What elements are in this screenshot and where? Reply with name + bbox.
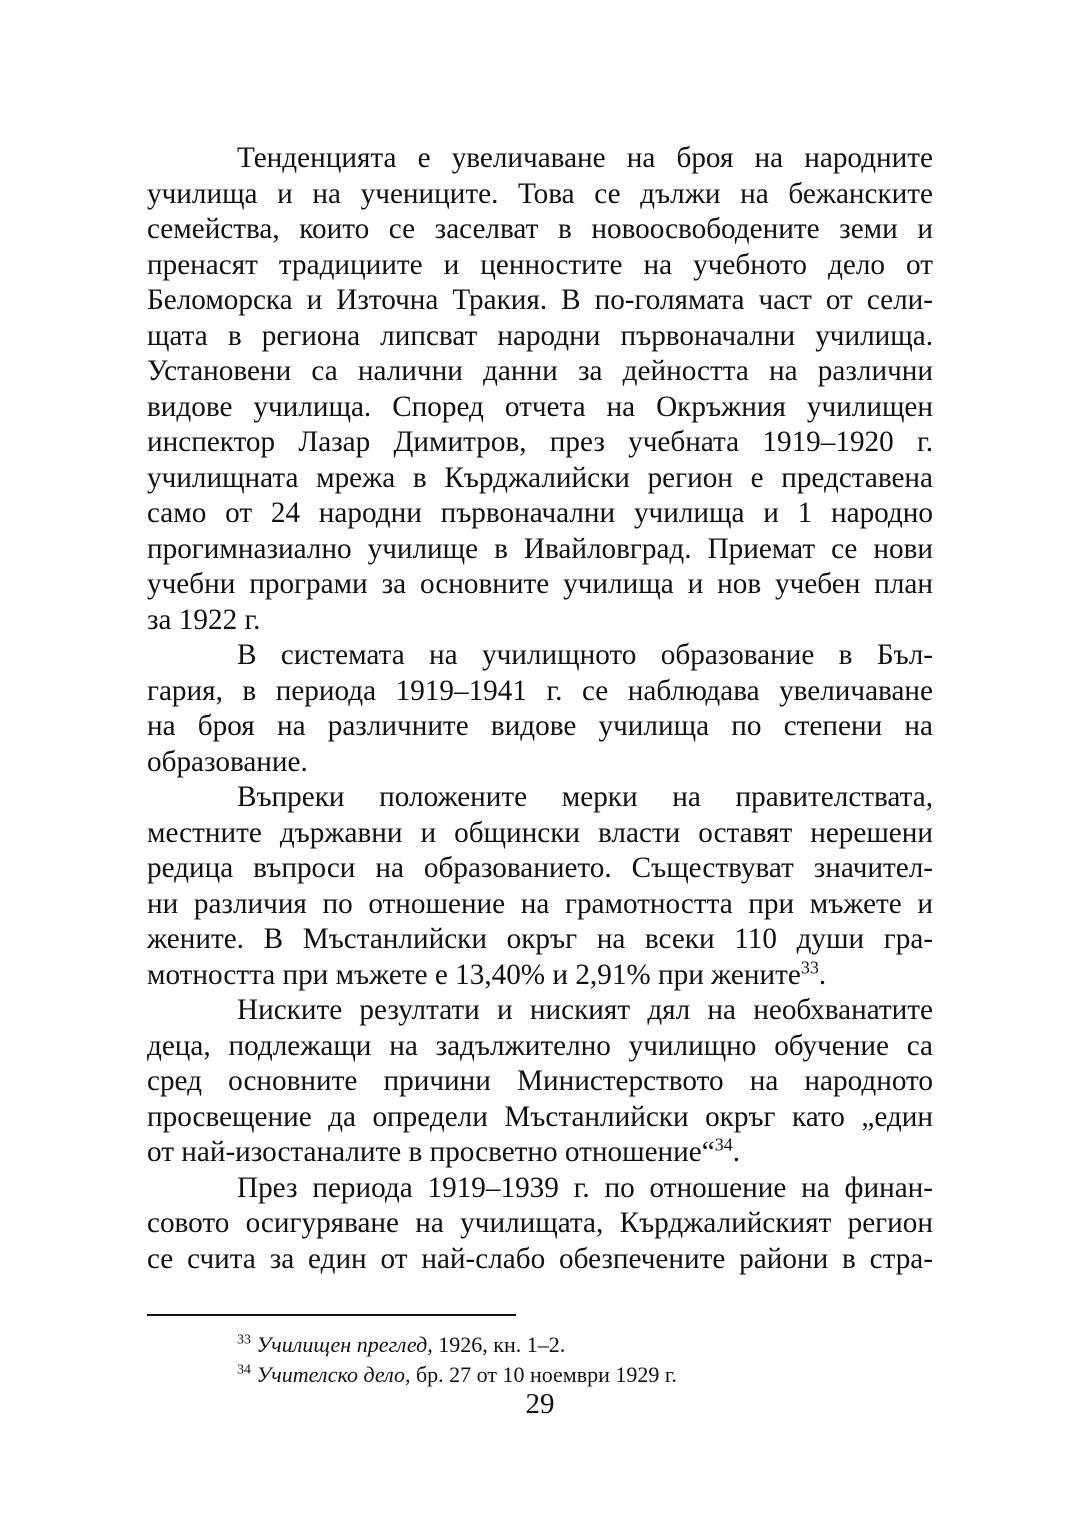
text-line: сред основните причини Министерството на народното — [147, 1065, 933, 1097]
paragraph — [147, 638, 933, 780]
text-line — [147, 958, 933, 994]
text-line: гария, в периода 1919–1941 г. се наблюдава увеличаване — [147, 674, 933, 707]
text-line: се счита за един от най-слабо обезпечените райони в стра- — [147, 1242, 933, 1275]
text-line: местните държавни и общински власти оставят нерешени — [147, 816, 933, 849]
line-text: от най-изостаналите в просветно отношение“ — [147, 1136, 715, 1168]
text-line: само от 24 народни първоначални училища и 1 народно — [147, 497, 933, 529]
text-line: за 1922 г. — [147, 603, 261, 636]
footnote — [237, 1330, 937, 1360]
paragraph — [147, 141, 933, 638]
text-line: прогимназиално училище в Ивайловград. Приемат се нови — [147, 532, 933, 565]
text-line: семейства, които се заселват в новоосвободените земи и — [147, 213, 933, 245]
footnote — [237, 1360, 937, 1390]
text-line: В системата на училищното образование в Бъл- — [237, 639, 933, 671]
footnote-number: 34 — [237, 1362, 251, 1378]
body-text — [147, 141, 933, 1277]
footnote-ref[interactable]: 33 — [800, 956, 819, 977]
text-line: През периода 1919–1939 г. по отношение на финан- — [237, 1171, 933, 1204]
text-line: жените. В Мъстанлийски окръг на всеки 110 души гра- — [147, 923, 933, 955]
footnote-details: , бр. 27 от 10 ноември 1929 г. — [404, 1362, 677, 1387]
page-number: 29 — [525, 1388, 555, 1420]
line-end: . — [732, 1136, 740, 1168]
text-line: деца, подлежащи на задължително училищно обучение са — [147, 1029, 933, 1062]
footnote-number: 33 — [237, 1332, 251, 1348]
text-line: ни различия по отношение на грамотността при мъжете и — [147, 887, 933, 920]
text-line: училища и на учениците. Това се дължи на бежанските — [147, 177, 933, 210]
text-line: училищната мрежа в Кърджалийски регион е представена — [147, 461, 933, 494]
text-line: на броя на различните видове училища по степени на — [147, 710, 933, 742]
text-line: учебни програми за основните училища и нов учебен план — [147, 568, 933, 600]
line-end: . — [818, 958, 827, 991]
text-line: образование. — [147, 745, 308, 778]
text-line: Въпреки положените мерки на правителствата, — [237, 781, 933, 813]
line-text: мотността при мъжете е 13,40% и 2,91% при жените — [147, 958, 801, 991]
footnote-ref[interactable]: 34 — [714, 1134, 733, 1155]
footnotes — [237, 1330, 937, 1390]
text-line: Тенденцията е увеличаване на броя на народните — [237, 142, 933, 174]
text-line: редица въпроси на образованието. Съществуват значител- — [147, 852, 933, 884]
paragraph — [147, 1171, 933, 1278]
text-line: инспектор Лазар Димитров, през учебната 1919–1920 г. — [147, 426, 933, 458]
footnote-source-title: Учителско дело — [256, 1362, 405, 1387]
text-line: совото осигуряване на училищата, Кърджалийският регион — [147, 1207, 933, 1239]
text-line: Беломорска и Източна Тракия. В по-голямата част от сели- — [147, 284, 933, 316]
footnote-details: , 1926, кн. 1–2. — [427, 1332, 566, 1357]
text-line: видове училища. Според отчета на Окръжния училищен — [147, 390, 933, 423]
text-line: Ниските резултати и ниският дял на необхванатите — [237, 994, 933, 1026]
footnote-separator — [147, 1314, 516, 1316]
text-line: Установени са налични данни за дейността на различни — [147, 355, 933, 387]
paragraph — [147, 993, 933, 1171]
text-line — [147, 1135, 933, 1171]
paragraph — [147, 780, 933, 993]
text-line: щата в региона липсват народни първоначални училища. — [147, 319, 933, 352]
text-line: пренасят традициите и ценностите на учебното дело от — [147, 248, 933, 281]
text-line: просвещение да определи Мъстанлийски окръг като „един — [147, 1100, 933, 1133]
footnote-source-title: Училищен преглед — [256, 1332, 428, 1357]
